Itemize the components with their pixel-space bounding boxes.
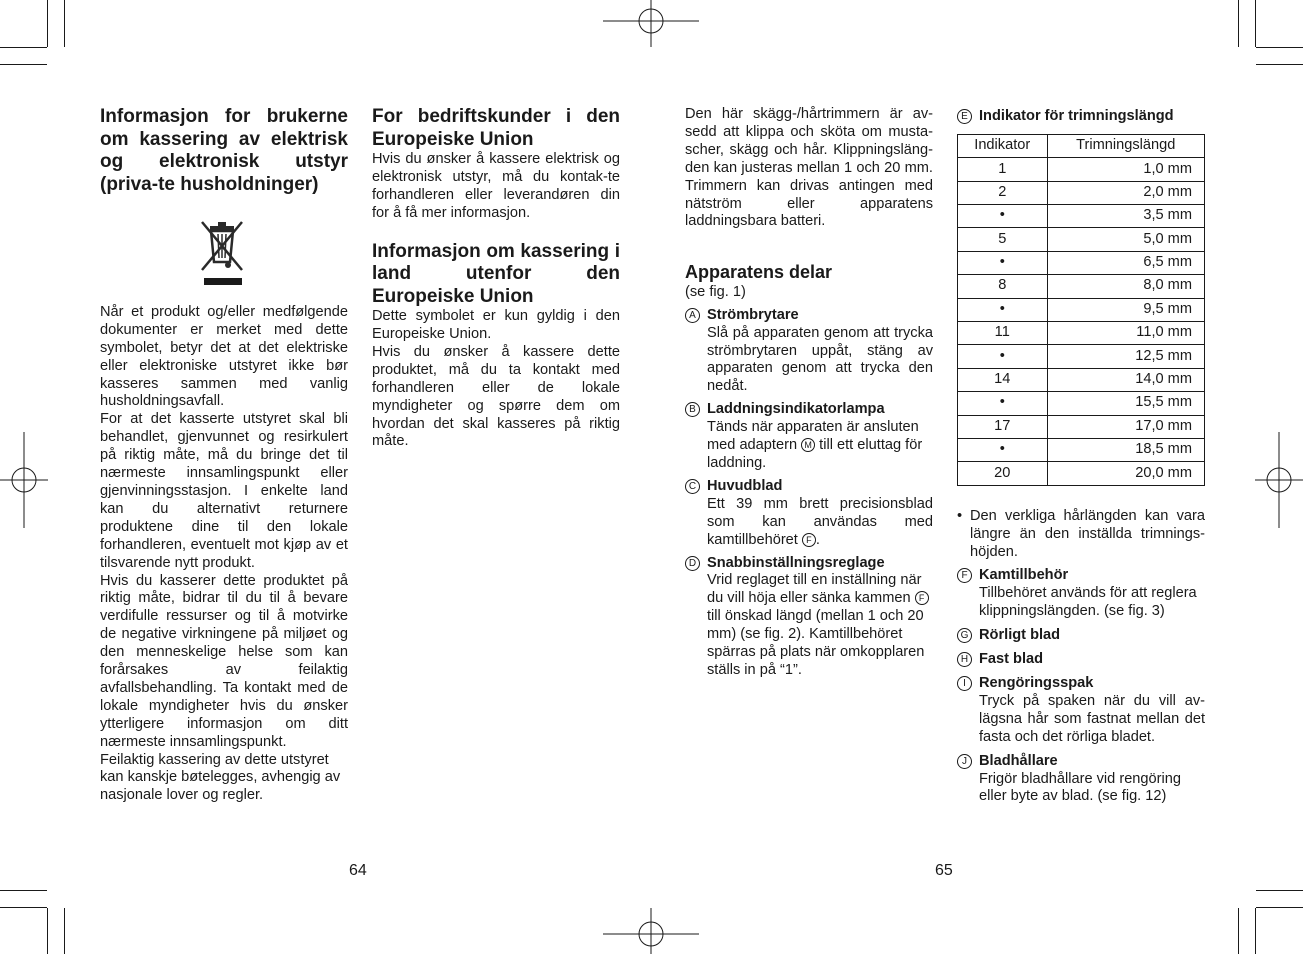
- part-item-j: [957, 753, 1205, 807]
- intro-paragraph: Den här skägg-/hårtrimmern är av-sedd att klippa och sköta om musta-scher, skägg och hår. Klippningsläng-den kan justeras mellan 1 och 20 mm. Trimmern kan drivas antingen med nätström eller apparatens laddningsbara batteri.: [685, 106, 933, 230]
- registration-target-right: [1255, 432, 1303, 528]
- column-business-info: [372, 106, 620, 451]
- indicator-cell: •: [958, 298, 1048, 321]
- table-header-length: Trimningslängd: [1047, 134, 1204, 157]
- table-row: [958, 415, 1205, 438]
- indicator-cell: •: [958, 438, 1048, 461]
- length-cell: 11,0 mm: [1047, 322, 1204, 345]
- part-name: Huvudblad: [707, 477, 783, 494]
- table-row: [958, 205, 1205, 228]
- length-cell: 3,5 mm: [1047, 205, 1204, 228]
- non-eu-paragraph-1: Dette symbolet er kun gyldig i den Europeiske Union.: [372, 308, 620, 343]
- indicator-cell: 11: [958, 322, 1048, 345]
- length-cell: 1,0 mm: [1047, 158, 1204, 181]
- length-cell: 2,0 mm: [1047, 181, 1204, 204]
- business-paragraph: Hvis du ønsker å kassere elektrisk og elektronisk utstyr, må du kontak-te forhandleren eller leverandøren din for å få mer informasjon.: [372, 151, 620, 221]
- part-item-a: [685, 307, 933, 397]
- length-cell: 5,0 mm: [1047, 228, 1204, 251]
- part-name: Kamtillbehör: [979, 567, 1069, 584]
- part-name: Rörligt blad: [979, 627, 1061, 644]
- disposal-paragraph-2: For at det kasserte utstyret skal bli behandlet, gjenvunnet og resirkulert på riktig måte, må du bringe det til nærmeste innsamlingspunkt eller gjenvinningsstasjon. I enkelte land kan du alternativt returnere produktene dine til den lokale forhandleren, eventuelt mot kjøp av et tilsvarende nytt produkt.: [100, 411, 348, 571]
- indicator-cell: 17: [958, 415, 1048, 438]
- page-number-left: 64: [349, 862, 367, 879]
- disposal-paragraph-3: Hvis du kasserer dette produktet på riktig måte, bidrar til du til å bevare verdifulle ressurser og til å motvirke de negative virkningene på miljøet og den menneskelige helse som kan forårsakes av feilaktig avfallsbehandling. Ta kontakt med de lokale myndigheter hvis du ønsker ytterligere informasjon om ditt nærmeste innsamlingspunkt.: [100, 572, 348, 750]
- length-cell: 18,5 mm: [1047, 438, 1204, 461]
- length-cell: 12,5 mm: [1047, 345, 1204, 368]
- table-caption: [957, 108, 1205, 126]
- disposal-heading: Informasjon for brukerne om kassering av elektrisk og elektronisk utstyr (priva-te husholdninger): [100, 106, 348, 195]
- weee-bin-icon: [100, 218, 348, 294]
- part-name: Fast blad: [979, 651, 1044, 668]
- part-item-h: [957, 651, 1205, 669]
- part-name: Laddningsindikatorlampa: [707, 401, 885, 418]
- letter-h-badge: H: [957, 652, 972, 667]
- table-row: [958, 158, 1205, 181]
- table-row: [958, 322, 1205, 345]
- indicator-cell: •: [958, 251, 1048, 274]
- note-text: Den verkliga hårlängden kan vara längre än den inställda trimnings-höjden.: [970, 507, 1205, 560]
- length-cell: 20,0 mm: [1047, 462, 1204, 485]
- part-item-b: [685, 401, 933, 473]
- length-cell: 8,0 mm: [1047, 275, 1204, 298]
- non-eu-paragraph-2: Hvis du ønsker å kassere dette produktet, må du ta kontakt med forhandleren eller de lokale myndigheter og spørre dem om hvordan det skal kasseres på riktig måte.: [372, 343, 620, 450]
- part-name: Strömbrytare: [707, 306, 799, 323]
- page-number-right: 65: [935, 862, 953, 879]
- letter-c-badge: C: [685, 479, 700, 494]
- note-bullet: • Den verkliga hårlängden kan vara längre än den inställda trimnings-höjden.: [957, 507, 1205, 560]
- disposal-paragraph-1: Når et produkt og/eller medfølgende dokumenter er merket med dette symbolet, betyr det at det elektriske eller elektroniske utstyret ikke bør kasseres sammen med vanlig husholdningsavfall.: [100, 303, 348, 410]
- letter-i-badge: I: [957, 676, 972, 691]
- table-row: [958, 438, 1205, 461]
- business-heading: For bedriftskunder i den Europeiske Union: [372, 106, 620, 150]
- length-cell: 15,5 mm: [1047, 392, 1204, 415]
- letter-a-badge: A: [685, 308, 700, 323]
- trim-length-table: [957, 134, 1205, 486]
- table-row: [958, 345, 1205, 368]
- part-item-f: [957, 567, 1205, 621]
- parts-figure-ref: (se fig. 1): [685, 283, 746, 300]
- indicator-cell: •: [958, 392, 1048, 415]
- letter-g-badge: G: [957, 628, 972, 643]
- part-item-i: [957, 675, 1205, 747]
- registration-target-top: [603, 0, 699, 48]
- part-description: Tryck på spaken när du vill av-lägsna hår som fastnat mellan det fasta och det rörliga bladet.: [979, 692, 1205, 745]
- indicator-cell: 2: [958, 181, 1048, 204]
- table-row: [958, 462, 1205, 485]
- indicator-cell: 1: [958, 158, 1048, 181]
- part-item-g: [957, 627, 1205, 645]
- non-eu-heading: Informasjon om kassering i land utenfor den Europeiske Union: [372, 240, 620, 307]
- part-description: Tänds när apparaten är ansluten med adaptern M till ett eluttag för laddning.: [707, 419, 923, 471]
- parts-heading: Apparatens delar: [685, 262, 833, 283]
- table-row: [958, 368, 1205, 391]
- indicator-cell: 20: [958, 462, 1048, 485]
- length-cell: 17,0 mm: [1047, 415, 1204, 438]
- length-cell: 14,0 mm: [1047, 368, 1204, 391]
- column-parts-intro: [685, 106, 933, 680]
- length-cell: 9,5 mm: [1047, 298, 1204, 321]
- ref-letter-f: F: [802, 533, 816, 547]
- indicator-cell: •: [958, 205, 1048, 228]
- part-name: Rengöringsspak: [979, 675, 1094, 692]
- table-header-indicator: Indikator: [958, 134, 1048, 157]
- part-description: Ett 39 mm brett precisionsblad som kan användas med kamtillbehöret F .: [707, 495, 933, 548]
- table-row: [958, 228, 1205, 251]
- ref-letter-m: M: [801, 438, 815, 452]
- table-row: [958, 392, 1205, 415]
- indicator-cell: 14: [958, 368, 1048, 391]
- letter-d-badge: D: [685, 556, 700, 571]
- part-name: Snabbinställningsreglage: [707, 554, 885, 571]
- part-description: Frigör bladhållare vid rengöring eller byte av blad. (se fig. 12): [979, 770, 1181, 805]
- indicator-cell: 5: [958, 228, 1048, 251]
- part-description: Tillbehöret används för att reglera klippningslängden. (se fig. 3): [979, 585, 1197, 620]
- indicator-cell: •: [958, 345, 1048, 368]
- table-row: [958, 251, 1205, 274]
- part-description: Vrid reglaget till en inställning när du vill höja eller sänka kammen F till önskad längd (mellan 1 och 20 mm) (se fig. 2). Kamtillbehöret spärras på plats när omkopplaren ställs in på “1”.: [707, 572, 933, 679]
- table-row: [958, 181, 1205, 204]
- letter-e-badge: E: [957, 109, 972, 124]
- part-name: Bladhållare: [979, 752, 1058, 769]
- letter-b-badge: B: [685, 402, 700, 417]
- letter-j-badge: J: [957, 754, 972, 769]
- table-row: [958, 298, 1205, 321]
- part-item-d: [685, 555, 933, 680]
- table-title: Indikator för trimningslängd: [979, 108, 1174, 124]
- table-row: [958, 275, 1205, 298]
- part-description: Slå på apparaten genom att trycka strömbrytaren uppåt, stäng av apparaten genom att trycka den nedåt.: [707, 324, 933, 395]
- registration-target-bottom: [603, 906, 699, 954]
- registration-target-left: [0, 432, 48, 528]
- disposal-paragraph-4: Feilaktig kassering av dette utstyret kan kanskje bøtelegges, avhengig av nasjonale lover og regler.: [100, 751, 341, 804]
- letter-f-badge: F: [957, 568, 972, 583]
- part-item-c: [685, 478, 933, 550]
- indicator-cell: 8: [958, 275, 1048, 298]
- length-cell: 6,5 mm: [1047, 251, 1204, 274]
- column-trim-table: [957, 106, 1205, 806]
- column-disposal-info: [100, 106, 348, 805]
- ref-letter-f: F: [915, 591, 929, 605]
